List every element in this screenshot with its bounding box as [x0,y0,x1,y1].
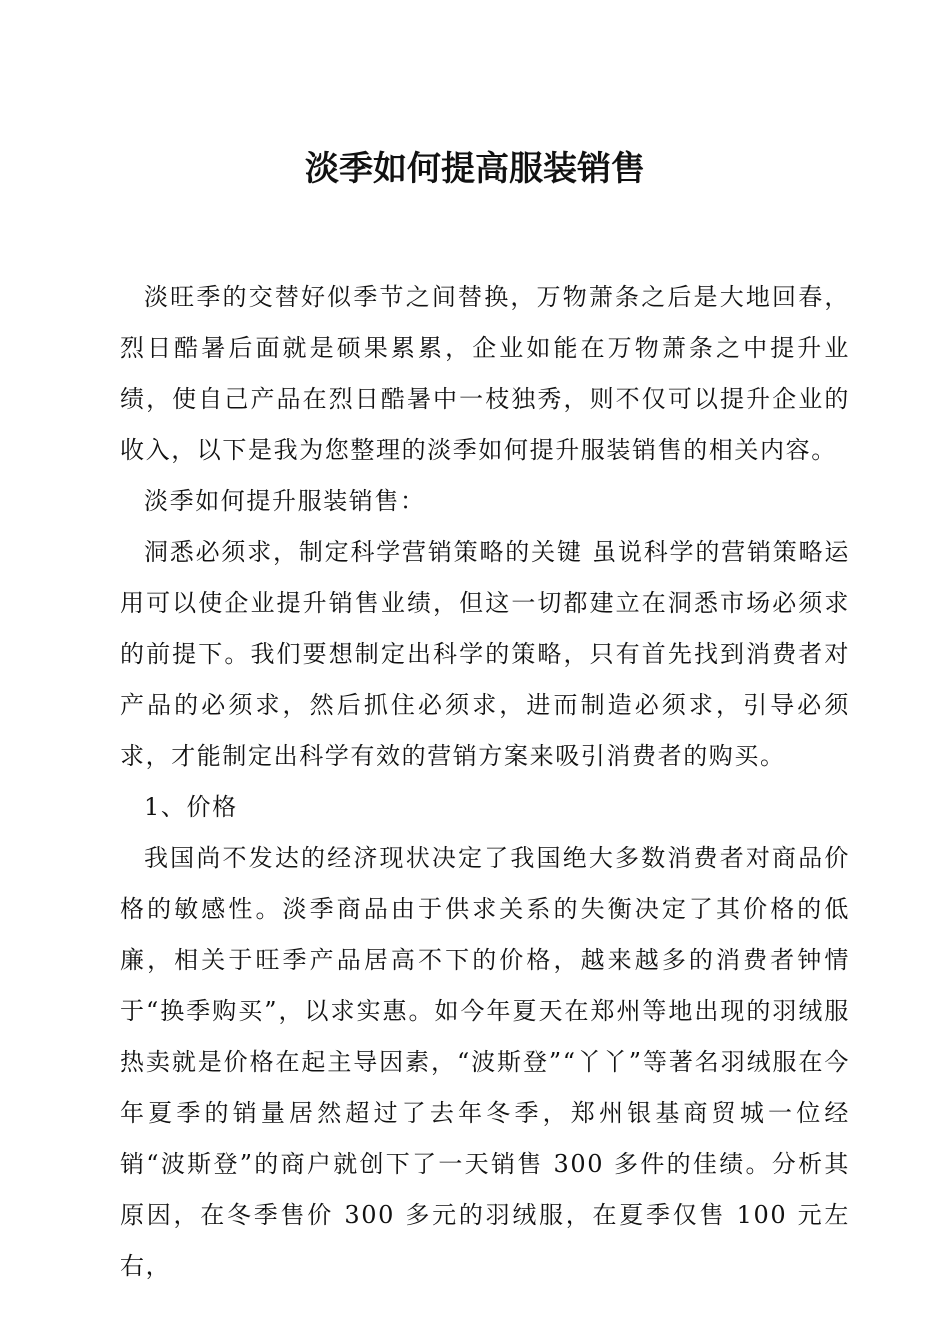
paragraph-price: 我国尚不发达的经济现状决定了我国绝大多数消费者对商品价格的敏感性。淡季商品由于供求关系的失衡决定了其价格的低廉，相关于旺季产品居高不下的价格，越来越多的消费者钟情于“换季购买”，以求实惠。如今年夏天在郑州等地出现的羽绒服热卖就是价格在起主导因素，“波斯登”“丫丫”等著名羽绒服在今年夏季的销量居然超过了去年冬季，郑州银基商贸城一位经销“波斯登”的商户就创下了一天销售 300 多件的佳绩。分析其原因，在冬季售价 300 多元的羽绒服，在夏季仅售 100 元左右， [120,844,850,1280]
document-body [120,272,850,1292]
paragraph-intro: 淡旺季的交替好似季节之间替换，万物萧条之后是大地回春，烈日酷暑后面就是硕果累累，企业如能在万物萧条之中提升业绩，使自己产品在烈日酷暑中一枝独秀，则不仅可以提升企业的收入，以下是我为您整理的淡季如何提升服装销售的相关内容。 [120,283,850,464]
paragraph-subheading: 淡季如何提升服装销售： [144,487,426,515]
document-title: 淡季如何提高服装销售 [305,149,645,189]
section-heading-price: 1、价格 [144,793,238,821]
paragraph-insight: 洞悉必须求，制定科学营销策略的关键 虽说科学的营销策略运用可以使企业提升销售业绩，但这一切都建立在洞悉市场必须求的前提下。我们要想制定出科学的策略，只有首先找到消费者对产品的必须求，然后抓住必须求，进而制造必须求，引导必须求，才能制定出科学有效的营销方案来吸引消费者的购买。 [120,538,850,770]
